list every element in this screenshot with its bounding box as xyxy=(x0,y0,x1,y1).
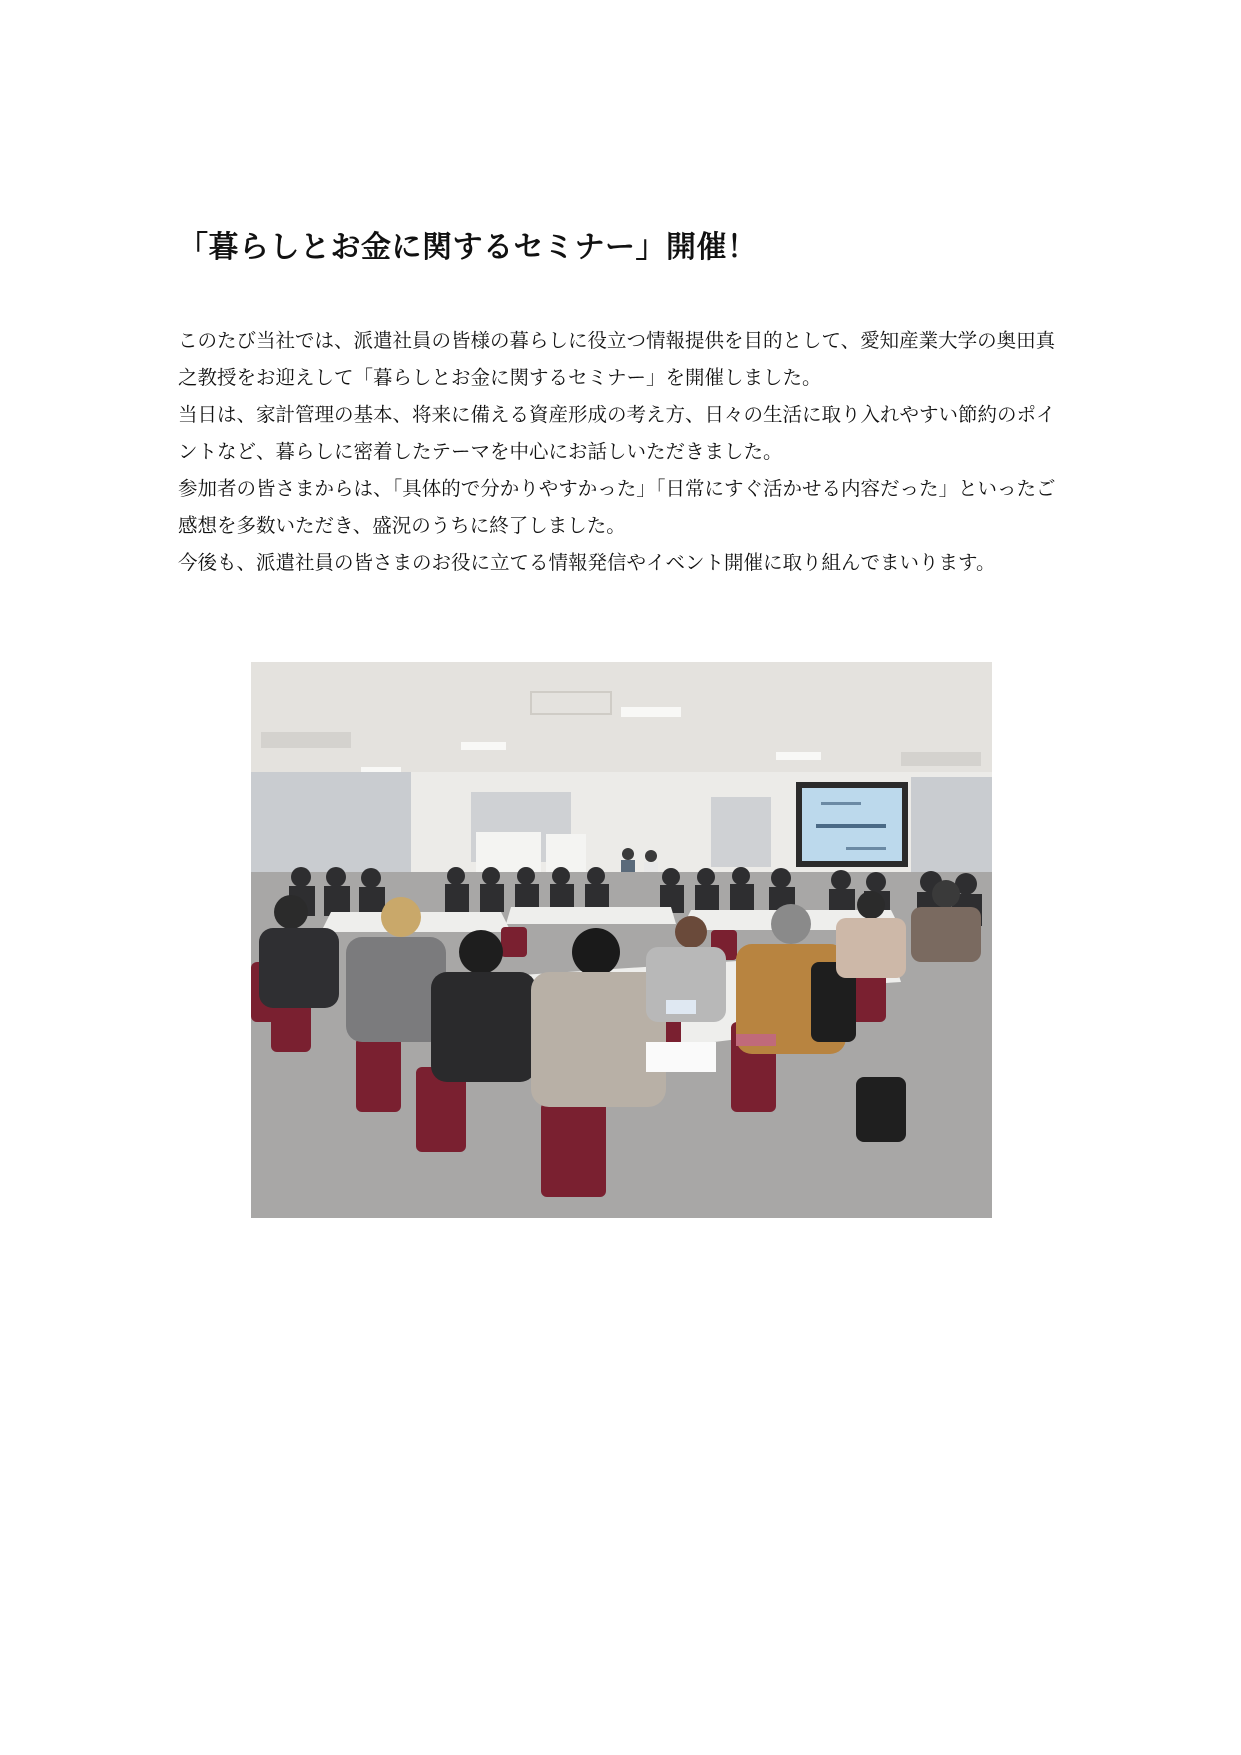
article-title: 「暮らしとお金に関するセミナー」開催！ xyxy=(178,230,758,265)
seminar-photo xyxy=(251,662,992,1218)
seminar-room-illustration xyxy=(251,662,992,1218)
article-body xyxy=(178,322,1068,581)
paragraph-topics: 当日は、家計管理の基本、将来に備える資産形成の考え方、日々の生活に取り入れやすい節約のポイントなど、暮らしに密着したテーマを中心にお話しいただきました。 xyxy=(178,403,1056,463)
paragraph-intro: このたび当社では、派遣社員の皆様の暮らしに役立つ情報提供を目的として、愛知産業大学の奥田真之教授をお迎えして「暮らしとお金に関するセミナー」を開催しました。 xyxy=(178,329,1056,389)
paragraph-feedback: 参加者の皆さまからは、「具体的で分かりやすかった」「日常にすぐ活かせる内容だった」といったご感想を多数いただき、盛況のうちに終了しました。 xyxy=(178,477,1056,537)
paragraph-future: 今後も、派遣社員の皆さまのお役に立てる情報発信やイベント開催に取り組んでまいります。 xyxy=(178,551,996,574)
